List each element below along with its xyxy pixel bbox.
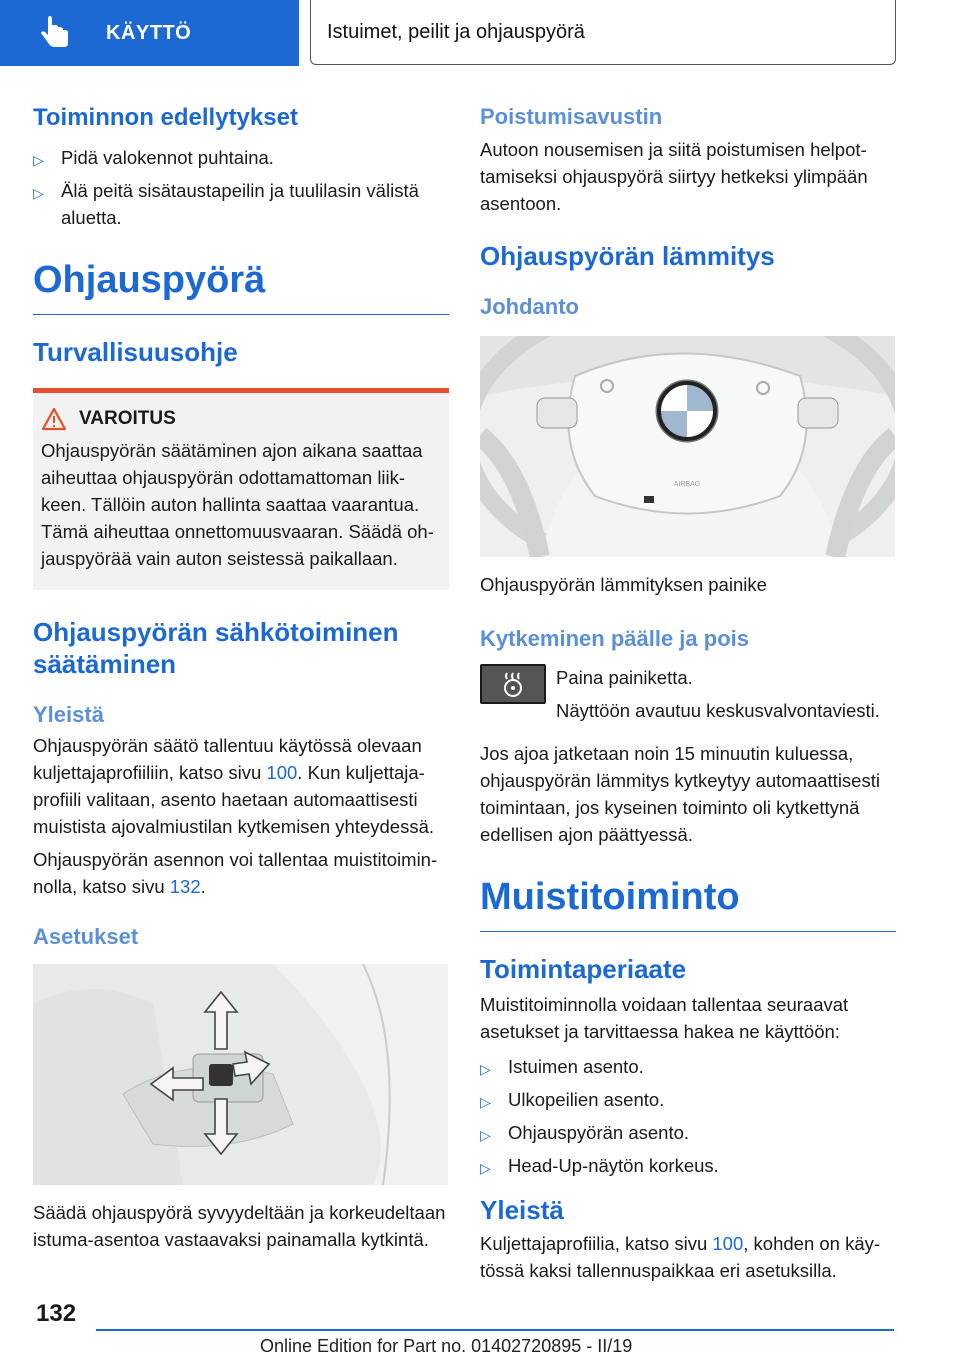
- right-column: [480, 98, 896, 1284]
- principle-heading: Toimintaperiaate: [480, 954, 687, 984]
- page-link-132[interactable]: 132: [169, 876, 201, 897]
- exit-assist-heading: Poistumisavustin: [480, 104, 663, 129]
- list-item: ▷ Ohjauspyörän asento.: [480, 1119, 896, 1146]
- warning-triangle-icon: [41, 407, 67, 431]
- safety-heading: Turvallisuusohje: [33, 337, 238, 367]
- image-caption: Ohjauspyörän lämmityksen painike: [480, 574, 767, 595]
- steering-column-switch-image: [33, 964, 448, 1185]
- left-column: [33, 96, 449, 1253]
- general-paragraph-1: Ohjauspyörän säätö tallentuu käytössä olevaan kuljettajaprofiiliin, katso sivu 100. Kun kuljettajaprofiili valitaan, asento haetaan automaattisesti muistista ajovalmiustilan kytkemisen yhteydessä.: [33, 735, 434, 837]
- section-tab[interactable]: [0, 0, 299, 66]
- triangle-bullet-icon: ▷: [480, 1127, 491, 1143]
- list-item: ▷ Ulkopeilien asento.: [480, 1086, 896, 1113]
- page-link-100[interactable]: 100: [712, 1233, 744, 1254]
- onoff-line-1: Paina painiketta.: [556, 667, 693, 688]
- button-instruction: [480, 664, 896, 724]
- onoff-line-2: Näyttöön avautuu keskusvalvontaviesti.: [556, 700, 880, 721]
- heated-steering-wheel-button-icon: [480, 664, 546, 704]
- warning-title: VAROITUS: [79, 408, 176, 429]
- warning-box: [33, 388, 449, 590]
- list-item: ▷ Älä peitä sisätaustapeilin ja tuulilasin välistä aluetta.: [33, 180, 419, 228]
- electric-adjust-heading: Ohjauspyörän sähkötoiminen säätäminen: [33, 617, 399, 679]
- triangle-bullet-icon: ▷: [480, 1061, 491, 1077]
- settings-caption: Säädä ohjauspyörä syvyydeltään ja korkeudeltaan istuma-asentoa vastaavaksi painamalla kytkintä.: [33, 1202, 446, 1250]
- triangle-bullet-icon: ▷: [480, 1160, 491, 1176]
- memory-general-text: Kuljettajaprofiilia, katso sivu 100, kohden on käytössä kaksi tallennuspaikkaa eri asetuksilla.: [480, 1233, 881, 1281]
- general-heading: Yleistä: [33, 702, 104, 727]
- onoff-text: Jos ajoa jatketaan noin 15 minuutin kuluessa, ohjauspyörän lämmitys kytkeytyy automaattisesti toimintaan, jos kyseinen toiminto oli kytkettynä edellisen ajon päättyessä.: [480, 743, 880, 845]
- triangle-bullet-icon: ▷: [33, 152, 44, 168]
- triangle-bullet-icon: ▷: [480, 1094, 491, 1110]
- steering-wheel-image: [480, 336, 895, 557]
- intro-heading: Johdanto: [480, 294, 579, 319]
- prereq-list: [33, 144, 449, 231]
- hand-pointer-icon: [36, 13, 76, 53]
- triangle-bullet-icon: ▷: [33, 185, 44, 201]
- footer-divider: [96, 1329, 894, 1331]
- page-link-100[interactable]: 100: [266, 762, 298, 783]
- airbag-label: AIRBAG: [673, 481, 701, 488]
- list-item: ▷ Head-Up-näytön korkeus.: [480, 1152, 896, 1179]
- prereq-heading: Toiminnon edellytykset: [33, 104, 298, 131]
- list-item: ▷ Pidä valokennot puhtaina.: [33, 144, 449, 171]
- footer-edition: Online Edition for Part no. 01402720895 - II/19: [260, 1336, 633, 1356]
- settings-heading: Asetukset: [33, 924, 139, 949]
- chapter-title: Istuimet, peilit ja ohjauspyörä: [327, 20, 585, 43]
- principle-list: [480, 1053, 896, 1179]
- page-number: 132: [36, 1300, 77, 1327]
- main-heading: Ohjauspyörä: [33, 259, 449, 315]
- memory-heading: Muistitoiminto: [480, 876, 896, 932]
- chapter-header: [310, 0, 896, 65]
- memory-general-heading: Yleistä: [480, 1195, 564, 1225]
- warning-text: Ohjauspyörän säätäminen ajon aikana saattaa aiheuttaa ohjauspyörän odottamattoman liikkeen. Tällöin auton hallinta saattaa vaarantua. Tämä aiheuttaa onnettomuusvaaran. Säädä ohjauspyörää vain auton seistessä paikallaan.: [41, 440, 434, 569]
- list-item: ▷ Istuimen asento.: [480, 1053, 896, 1080]
- section-label: KÄYTTÖ: [106, 21, 192, 44]
- heating-heading: Ohjauspyörän lämmitys: [480, 241, 775, 271]
- exit-assist-text: Autoon nousemisen ja siitä poistumisen helpottamiseksi ohjauspyörä siirtyy hetkeksi ylimpään asentoon.: [480, 139, 868, 214]
- onoff-heading: Kytkeminen päälle ja pois: [480, 626, 749, 651]
- principle-text: Muistitoiminnolla voidaan tallentaa seuraavat asetukset ja tarvittaessa hakea ne käyttöön:: [480, 994, 849, 1042]
- general-paragraph-2: Ohjauspyörän asennon voi tallentaa muistitoiminnolla, katso sivu 132.: [33, 849, 438, 897]
